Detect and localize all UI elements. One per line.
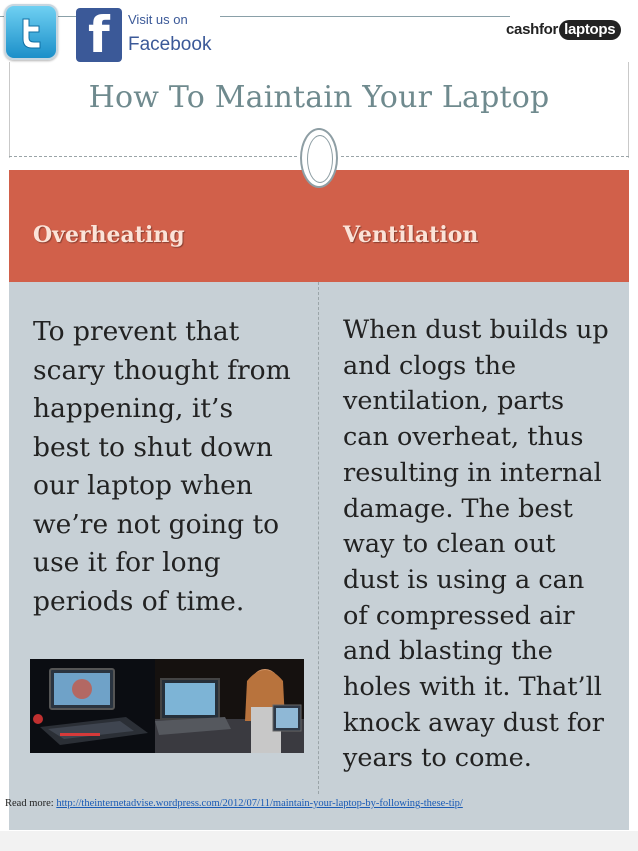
oval-ornament-icon: [300, 128, 338, 188]
column-heading-overheating: Overheating: [33, 222, 185, 248]
column-heading-ventilation: Ventilation: [343, 222, 479, 248]
footer-prefix: Read more:: [5, 798, 57, 809]
read-more-link[interactable]: http://theinternetadvise.wordpress.com/2012/07/11/maintain-your-laptop-by-following-these-tip/: [56, 798, 463, 809]
logo-pill-text: laptops: [559, 20, 621, 40]
facebook-icon: f: [76, 8, 122, 62]
woman-with-laptops-photo: [155, 659, 304, 753]
logo-text: cashfor: [506, 21, 559, 38]
footer-read-more: [5, 798, 463, 809]
ventilation-text: When dust builds up and clogs the ventilation, parts can overheat, thus resulting in internal damage. The best way to clean out dust is using a can of compressed air and blasting the holes with it. That’ll knock away dust for years to come.: [343, 315, 609, 774]
facebook-badge[interactable]: [76, 8, 216, 62]
twitter-letter-icon: [15, 17, 51, 49]
top-rule: [220, 16, 510, 17]
page-title: How To Maintain Your Laptop: [88, 80, 550, 115]
title-divider: [9, 156, 297, 157]
twitter-icon[interactable]: [4, 4, 58, 60]
overheating-text: To prevent that scary thought from happening, it’s best to shut down our laptop when we’re not going to use it for long periods of time.: [33, 316, 291, 617]
laptop-photo: [30, 659, 155, 753]
facebook-name-label: Facebook: [128, 34, 212, 55]
column-divider: [318, 282, 319, 794]
facebook-visit-label: Visit us on: [128, 12, 188, 27]
bottom-strip: [0, 831, 638, 851]
title-divider: [341, 156, 629, 157]
cashforlaptops-logo: [506, 20, 621, 40]
